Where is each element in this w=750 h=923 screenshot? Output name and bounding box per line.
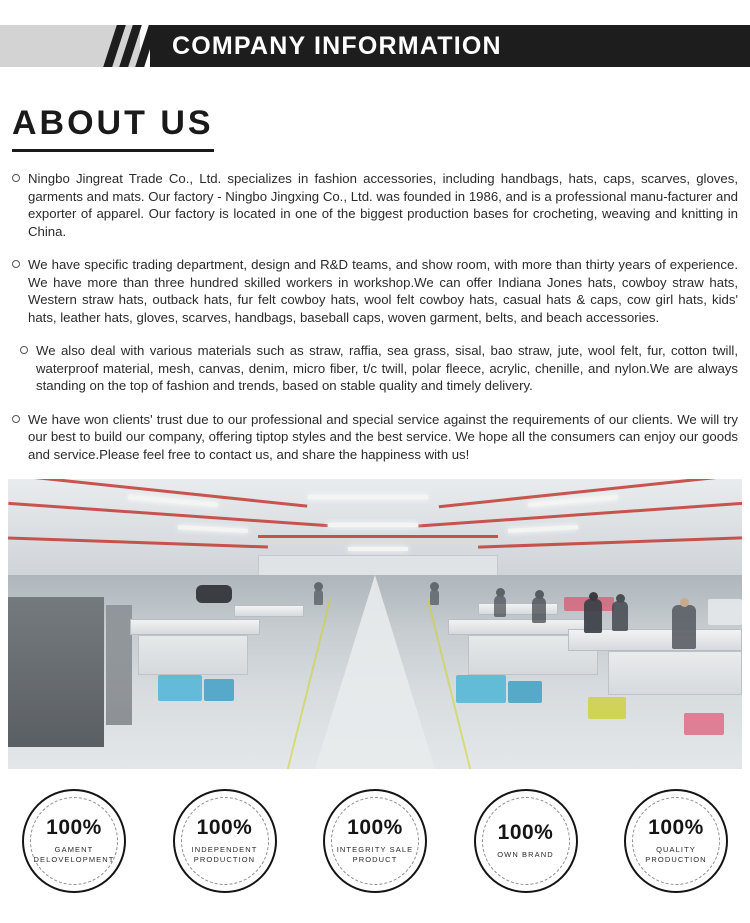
banner-slash-decoration (104, 25, 158, 67)
pink-bin (684, 713, 724, 735)
badge-independent-production (173, 789, 277, 893)
badge-label: GAMENT DELOVELOPMENT (33, 845, 115, 864)
badge-quality-production (624, 789, 728, 893)
about-heading-section (0, 82, 750, 152)
center-aisle (315, 575, 435, 769)
badge-own-brand (474, 789, 578, 893)
circle-bullet-icon (12, 260, 20, 268)
work-bench (234, 605, 304, 617)
worker (430, 589, 439, 605)
blue-bin (158, 675, 202, 701)
badge-integrity-sale-product (323, 789, 427, 893)
about-paragraph (12, 170, 738, 240)
blue-bin (456, 675, 506, 703)
work-bench (138, 635, 248, 675)
badge-label: OWN BRAND (497, 850, 554, 859)
factory-workshop-photo (8, 479, 742, 769)
badge-label: INTEGRITY SALE PRODUCT (336, 845, 414, 864)
worker (494, 595, 506, 617)
about-paragraph (12, 411, 738, 464)
about-paragraph (12, 342, 738, 395)
about-paragraph-text: We have specific trading department, design and R&D teams, and show room, with more than thirty years of experience. We have more than three hundred skilled workers in workshop.We can offer Indiana Jones hats, cowboy straw hats, Western straw hats, outback hats, fur felt cowboy hats, wool felt cowboy hats, casual hats & caps, cow girl hats, kids' hats, leather hats, gloves, scarves, handbags, baseball caps, woven garment, belts, and beach accessories. (28, 257, 738, 325)
about-paragraph-text: Ningbo Jingreat Trade Co., Ltd. specializes in fashion accessories, including handbags, hats, caps, scarves, gloves, garments and mats. Our factory - Ningbo Jingxing Co., Ltd. was founded in 1986, and is a professional manu-facturer and exporter of apparel. Our factory is located in one of the biggest production bases for crocheting, weaving and knitting in China. (28, 171, 738, 239)
work-bench (130, 619, 260, 635)
yellow-bin (588, 697, 626, 719)
work-bench (608, 651, 742, 695)
worker (532, 597, 546, 623)
guarantee-badges (0, 769, 750, 893)
badge-percent: 100% (497, 821, 554, 844)
page-title: ABOUT US (12, 104, 214, 152)
worker (612, 601, 628, 631)
circle-bullet-icon (12, 415, 20, 423)
blue-bin (204, 679, 234, 701)
work-bench (448, 619, 588, 635)
about-paragraph (12, 256, 738, 326)
worker (314, 589, 323, 605)
blue-bin (508, 681, 542, 703)
storage-rack (8, 597, 104, 747)
worker (672, 605, 696, 649)
badge-label: QUALITY PRODUCTION (645, 845, 707, 864)
circle-bullet-icon (12, 174, 20, 182)
about-paragraph-text: We also deal with various materials such as straw, raffia, sea grass, sisal, bao straw, jute, wool felt, fur, cotton twill, waterproof material, mesh, canvas, denim, micro fiber, t/c twill, polar fleece, acrylic, chenille, and nylon.We are always standing on the top of fashion and trends, based on stable quality and timely delivery. (36, 343, 738, 393)
badge-percent: 100% (648, 816, 704, 839)
circle-bullet-icon (20, 346, 28, 354)
badge-garment-development (22, 789, 126, 893)
about-paragraphs (0, 152, 750, 463)
storage-rack (106, 605, 132, 725)
about-paragraph-text: We have won clients' trust due to our professional and special service against the requirements of our clients. We will try our best to build our company, offering tiptop styles and the best service. We hope all the consumers can enjoy our goods and service.Please feel free to contact us, and share the happiness with us! (28, 411, 738, 462)
dark-bag (196, 585, 232, 603)
badge-percent: 100% (196, 816, 253, 839)
badge-label: INDEPENDENT PRODUCTION (191, 845, 258, 864)
company-information-banner (0, 0, 750, 82)
badge-percent: 100% (347, 816, 403, 839)
work-bench (478, 603, 558, 615)
white-goods (708, 599, 742, 625)
worker (584, 599, 602, 633)
banner-title: COMPANY INFORMATION (172, 32, 502, 60)
badge-percent: 100% (46, 816, 102, 839)
